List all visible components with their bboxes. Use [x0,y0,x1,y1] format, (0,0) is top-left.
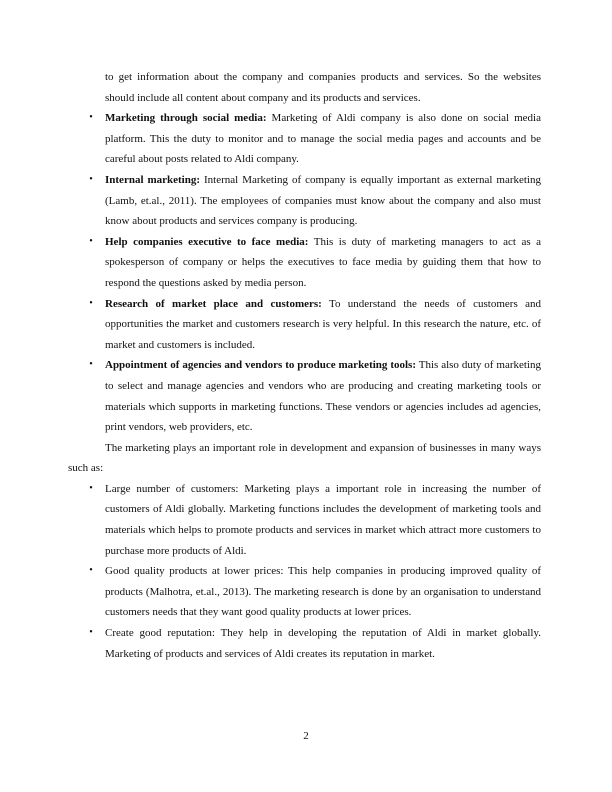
list-item [68,355,541,437]
bullet-icon: • [89,627,93,639]
bullet-icon: • [89,235,93,247]
bullet-icon: • [89,297,93,309]
list-item-text: Marketing of Aldi company is also done on social media platform. This the duty to monitor and to manage the social media pages and accounts and be careful about posts related to Aldi company. [105,112,541,166]
page-number: 2 [303,730,309,742]
list-item-title: Research of market place and customers: [105,297,322,310]
list-item [68,479,541,561]
list-item [68,232,541,294]
list-item [68,561,541,623]
list-item-title: Help companies executive to face media: [105,235,309,248]
bold-bullet-list [68,108,541,438]
list-item-title: Marketing through social media: [105,112,267,125]
list-item-text: This also duty of marketing to select and manage agencies and vendors who are producing and creating marketing tools or materials which supports in marketing functions. These vendors or agencies includes ad agencies, print vendors, web providers, etc. [105,359,541,434]
body-paragraph: The marketing plays an important role in development and expansion of businesses in many ways such as: [68,441,541,475]
list-item-text: Large number of customers: Marketing plays a important role in increasing the number of customers of Aldi globally. Marketing functions includes the development of marketing tools and materials which helps to promote products and services in market which attract more customers to purchase more products of Aldi. [105,482,541,557]
list-item [68,294,541,356]
bullet-icon: • [89,173,93,185]
bullet-icon: • [89,565,93,577]
list-item-text: Good quality products at lower prices: This help companies in producing improved quality of products (Malhotra, et.al., 2013). The marketing research is done by an organisation to understand customers needs that they want good quality products at lower prices. [105,565,541,619]
list-item-text: This is duty of marketing managers to act as a spokesperson of company or helps the executives to face media by guiding them that how to respond the questions asked by media person. [105,235,541,289]
list-item-title: Internal marketing: [105,173,201,186]
bullet-icon: • [89,359,93,371]
list-item-text: To understand the needs of customers and opportunities the market and customers research is very helpful. In this research the nature, etc. of market and customers is included. [105,297,541,351]
bullet-icon: • [89,482,93,494]
list-item-text: Internal Marketing of company is equally important as external marketing (Lamb, et.al., 2011). The employees of companies must know about the company and also must know about products and services company is producing. [105,173,541,228]
list-item [68,623,541,664]
bullet-icon: • [89,112,93,124]
list-item-title: Appointment of agencies and vendors to produce marketing tools: [105,359,416,372]
plain-bullet-list [68,479,541,664]
continuation-text: to get information about the company and companies products and services. So the websites should include all content about company and its products and services. [105,71,541,104]
list-item-text: Create good reputation: They help in developing the reputation of Aldi in market globally. Marketing of products and services of Aldi creates its reputation in market. [105,627,541,660]
list-item [68,108,541,170]
page-body [68,67,541,664]
list-item [68,170,541,232]
